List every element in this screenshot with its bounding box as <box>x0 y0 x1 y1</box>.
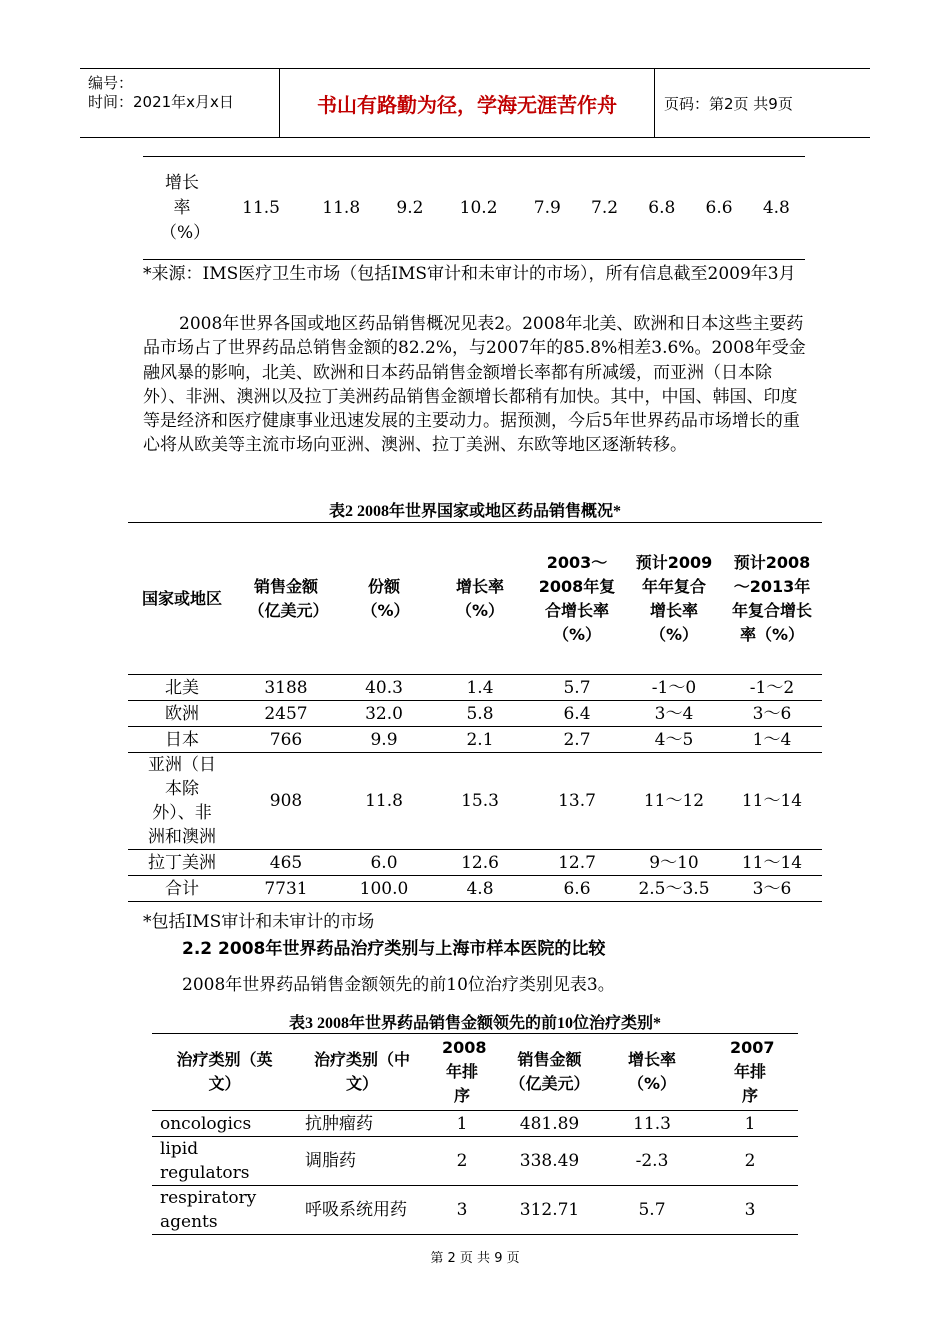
table-cell: 3～6 <box>752 878 792 899</box>
region-cell: 日本 <box>128 727 236 753</box>
table-cell: lipid regulators <box>152 1137 297 1186</box>
paragraph-1: 2008年世界各国或地区药品销售概况见表2。2008年北美、欧洲和日本这些主要药品市场占了世界药品总销售金额的82.2%，与2007年的85.8%相差3.6%。2008年受金融风暴的影响，北美、欧洲和日本药品销售金额增长率都有所减缓，而亚洲（日本除外）、非洲、澳洲以及拉丁美洲药品销售金额增长都稍有加快。其中，中国、韩国、印度等是经济和医疗健康事业迅速发展的主要动力。据预测，今后5年世界药品市场增长的重心将从欧美等主流市场向亚洲、澳洲、拉丁美洲、东欧等地区逐渐转移。 <box>143 314 806 456</box>
table-cell: 4.8 <box>466 878 494 899</box>
table-cell: 15.3 <box>432 753 528 850</box>
time-label: 时间：2021年x月x日 <box>88 93 234 111</box>
table-row <box>152 1186 798 1235</box>
page-header <box>80 68 870 138</box>
table-cell: 338.49 <box>497 1137 602 1186</box>
column-header: 2003～2008年复合增长率（%） <box>538 552 616 644</box>
table-cell: 5.8 <box>432 701 528 727</box>
table-cell: 1.4 <box>432 675 528 701</box>
table-cell: 2.5～3.5 <box>638 878 710 899</box>
region-cell: 亚洲（日本除外）、非洲和澳洲 <box>128 753 236 850</box>
paragraph-2: 2008年世界药品销售金额领先的前10位治疗类别见表3。 <box>182 975 615 995</box>
table-cell: 5.7 <box>638 1200 666 1220</box>
table-cell: 11.3 <box>602 1111 702 1137</box>
table-cell: 7.2 <box>591 198 619 218</box>
table-cell: -1～2 <box>722 675 822 701</box>
table-row <box>152 1111 798 1137</box>
table-cell: 2 <box>702 1137 798 1186</box>
column-header: 份额（%） <box>361 576 410 620</box>
table-cell: 3 <box>744 1200 756 1220</box>
table-cell: 5.7 <box>528 675 626 701</box>
table-cell: 4.8 <box>762 198 790 218</box>
table2-caption: 表2 2008年世界国家或地区药品销售概况* <box>328 503 621 520</box>
table-cell: 1 <box>427 1111 497 1137</box>
table-cell: 40.3 <box>336 675 432 701</box>
table-cell: 9～10 <box>626 850 722 876</box>
table-cell: 7.9 <box>533 198 561 218</box>
region-cell: 北美 <box>128 675 236 701</box>
table-cell: 抗肿瘤药 <box>297 1111 427 1137</box>
table-cell: 9.9 <box>336 727 432 753</box>
table-cell: 11～12 <box>626 753 722 850</box>
table-cell: 6.0 <box>336 850 432 876</box>
table-row <box>128 727 822 753</box>
table-cell: 11.8 <box>322 198 361 218</box>
table-cell: 2 <box>427 1137 497 1186</box>
table-header-row <box>128 523 822 675</box>
table-cell: 11～14 <box>722 753 822 850</box>
table-cell: 2.1 <box>432 727 528 753</box>
column-header: 增长率（%） <box>455 576 505 620</box>
header-motto: 书山有路勤为径，学海无涯苦作舟 <box>280 69 655 137</box>
table-cell: 1 <box>702 1111 798 1137</box>
table-cell: 12.6 <box>432 850 528 876</box>
table-cell: 3 <box>456 1200 468 1220</box>
table2 <box>128 522 822 902</box>
page-footer: 第 2 页 共 9 页 <box>430 1251 520 1266</box>
column-header: 2007年排序 <box>730 1038 775 1105</box>
table-row <box>128 876 822 902</box>
table-cell: 调脂药 <box>297 1137 427 1186</box>
table-cell: 13.7 <box>528 753 626 850</box>
growth-row-label: 增长率（%） <box>160 172 211 243</box>
table-cell: 4～5 <box>626 727 722 753</box>
region-cell: 欧洲 <box>128 701 236 727</box>
column-header: 治疗类别（英文） <box>176 1050 273 1093</box>
table-cell: -1～0 <box>626 675 722 701</box>
table-cell: 3188 <box>236 675 336 701</box>
table-cell: 6.6 <box>563 878 591 899</box>
table-row <box>152 1137 798 1186</box>
table-cell: 呼吸系统用药 <box>305 1200 407 1220</box>
table-cell: 6.6 <box>705 198 733 218</box>
table-row <box>128 675 822 701</box>
column-header: 治疗类别（中文） <box>313 1050 410 1093</box>
column-header: 增长率（%） <box>627 1050 677 1093</box>
column-header: 国家或地区 <box>142 588 223 608</box>
column-header: 销售金额（亿美元） <box>248 576 329 620</box>
column-header: 预计2009年年复合增长率（%） <box>635 552 713 644</box>
table-cell: 7731 <box>264 878 308 899</box>
table-cell: 11.8 <box>336 753 432 850</box>
growth-rate-table <box>143 156 805 260</box>
number-label: 编号： <box>88 74 134 92</box>
table-cell: oncologics <box>152 1111 297 1137</box>
source-note: *来源：IMS医疗卫生市场（包括IMS审计和未审计的市场），所有信息截至2009年3月 <box>143 264 796 284</box>
table-cell: 1～4 <box>722 727 822 753</box>
table-cell: 6.4 <box>528 701 626 727</box>
table2-note: *包括IMS审计和未审计的市场 <box>143 912 375 932</box>
table-cell: 2.7 <box>528 727 626 753</box>
region-cell: 合计 <box>165 878 199 899</box>
table3-caption: 表3 2008年世界药品销售金额领先的前10位治疗类别* <box>288 1015 661 1032</box>
table-row <box>143 157 805 260</box>
header-page-info: 页码：第2页 共9页 <box>664 94 793 113</box>
column-header: 销售金额（亿美元） <box>509 1050 590 1093</box>
table-cell: 6.8 <box>648 198 676 218</box>
table-cell: 908 <box>236 753 336 850</box>
table-cell: 2457 <box>236 701 336 727</box>
table-cell: 465 <box>236 850 336 876</box>
table-cell: 100.0 <box>359 878 409 899</box>
table-header-row <box>152 1034 798 1111</box>
table-cell: 766 <box>236 727 336 753</box>
table-cell: 12.7 <box>528 850 626 876</box>
table-row <box>128 701 822 727</box>
table-row <box>128 753 822 850</box>
header-meta <box>80 69 280 137</box>
table-cell: 481.89 <box>497 1111 602 1137</box>
region-cell: 拉丁美洲 <box>128 850 236 876</box>
table-cell: 32.0 <box>336 701 432 727</box>
table-cell: 9.2 <box>396 198 424 218</box>
table-row <box>128 850 822 876</box>
section-title: 2.2 2008年世界药品治疗类别与上海市样本医院的比较 <box>182 939 606 959</box>
column-header: 2008年排序 <box>442 1038 487 1105</box>
table3 <box>152 1033 798 1235</box>
table-cell: 312.71 <box>519 1200 580 1220</box>
column-header: 预计2008～2013年年复合增长率（%） <box>732 552 813 644</box>
table-cell: 10.2 <box>459 198 498 218</box>
table-cell: 3～4 <box>626 701 722 727</box>
table-cell: 11.5 <box>242 198 280 218</box>
table-cell: respiratory agents <box>160 1188 257 1232</box>
table-cell: 11～14 <box>722 850 822 876</box>
table-cell: 3～6 <box>722 701 822 727</box>
table-cell: -2.3 <box>602 1137 702 1186</box>
